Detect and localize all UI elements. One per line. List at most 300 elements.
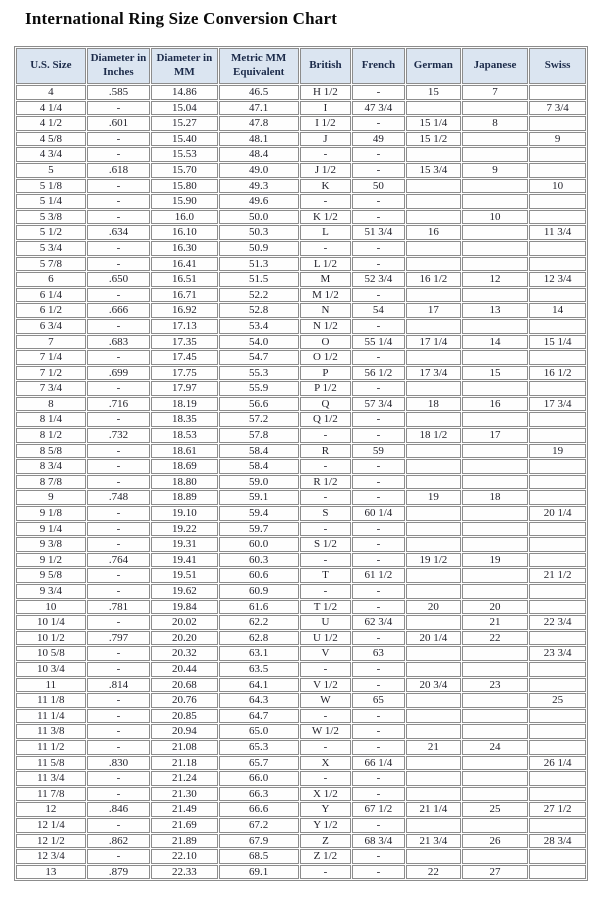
cell-swiss bbox=[529, 85, 586, 100]
cell-us-size: 13 bbox=[16, 865, 86, 880]
cell-us-size: 8 5/8 bbox=[16, 444, 86, 459]
cell-french: - bbox=[352, 288, 405, 303]
cell-diameter-inches: - bbox=[87, 693, 151, 708]
cell-french: - bbox=[352, 490, 405, 505]
table-row bbox=[16, 771, 586, 786]
cell-german bbox=[406, 101, 461, 116]
cell-us-size: 10 bbox=[16, 600, 86, 615]
cell-japanese: 18 bbox=[462, 490, 528, 505]
cell-british: - bbox=[300, 241, 351, 256]
cell-japanese bbox=[462, 756, 528, 771]
cell-us-size: 9 3/8 bbox=[16, 537, 86, 552]
cell-diameter-inches: - bbox=[87, 646, 151, 661]
cell-metric-mm-equivalent: 50.9 bbox=[219, 241, 299, 256]
cell-diameter-mm: 20.85 bbox=[151, 709, 217, 724]
cell-diameter-mm: 16.51 bbox=[151, 272, 217, 287]
cell-diameter-mm: 16.41 bbox=[151, 257, 217, 272]
cell-metric-mm-equivalent: 46.5 bbox=[219, 85, 299, 100]
cell-diameter-mm: 20.76 bbox=[151, 693, 217, 708]
cell-german bbox=[406, 412, 461, 427]
cell-swiss: 22 3/4 bbox=[529, 615, 586, 630]
cell-british: W 1/2 bbox=[300, 724, 351, 739]
cell-swiss bbox=[529, 490, 586, 505]
cell-swiss bbox=[529, 584, 586, 599]
cell-japanese: 8 bbox=[462, 116, 528, 131]
cell-british: J 1/2 bbox=[300, 163, 351, 178]
cell-french: - bbox=[352, 787, 405, 802]
cell-german bbox=[406, 444, 461, 459]
cell-swiss: 27 1/2 bbox=[529, 802, 586, 817]
cell-swiss bbox=[529, 475, 586, 490]
cell-british: J bbox=[300, 132, 351, 147]
table-row bbox=[16, 459, 586, 474]
cell-german: 16 bbox=[406, 225, 461, 240]
cell-metric-mm-equivalent: 65.0 bbox=[219, 724, 299, 739]
table-row bbox=[16, 335, 586, 350]
cell-diameter-mm: 20.68 bbox=[151, 678, 217, 693]
cell-metric-mm-equivalent: 49.6 bbox=[219, 194, 299, 209]
cell-british: W bbox=[300, 693, 351, 708]
cell-us-size: 12 1/4 bbox=[16, 818, 86, 833]
cell-french: - bbox=[352, 600, 405, 615]
cell-british: - bbox=[300, 584, 351, 599]
cell-german bbox=[406, 646, 461, 661]
column-header-british: British bbox=[300, 48, 351, 84]
table-row bbox=[16, 818, 586, 833]
cell-metric-mm-equivalent: 55.3 bbox=[219, 366, 299, 381]
cell-japanese bbox=[462, 257, 528, 272]
cell-german: 16 1/2 bbox=[406, 272, 461, 287]
table-row bbox=[16, 366, 586, 381]
cell-metric-mm-equivalent: 62.8 bbox=[219, 631, 299, 646]
cell-british: T 1/2 bbox=[300, 600, 351, 615]
cell-diameter-mm: 19.10 bbox=[151, 506, 217, 521]
cell-french: - bbox=[352, 350, 405, 365]
table-row bbox=[16, 662, 586, 677]
cell-metric-mm-equivalent: 68.5 bbox=[219, 849, 299, 864]
cell-swiss: 12 3/4 bbox=[529, 272, 586, 287]
cell-metric-mm-equivalent: 59.1 bbox=[219, 490, 299, 505]
cell-diameter-mm: 20.32 bbox=[151, 646, 217, 661]
cell-german bbox=[406, 288, 461, 303]
column-header-metric-mm-equivalent: Metric MM Equivalent bbox=[219, 48, 299, 84]
table-row bbox=[16, 756, 586, 771]
table-row bbox=[16, 210, 586, 225]
cell-diameter-inches: .618 bbox=[87, 163, 151, 178]
cell-german: 18 bbox=[406, 397, 461, 412]
cell-french: - bbox=[352, 381, 405, 396]
cell-metric-mm-equivalent: 52.2 bbox=[219, 288, 299, 303]
cell-us-size: 6 1/2 bbox=[16, 303, 86, 318]
table-row bbox=[16, 834, 586, 849]
table-row bbox=[16, 865, 586, 880]
cell-us-size: 9 5/8 bbox=[16, 568, 86, 583]
cell-french: 68 3/4 bbox=[352, 834, 405, 849]
cell-japanese bbox=[462, 662, 528, 677]
cell-diameter-mm: 18.19 bbox=[151, 397, 217, 412]
cell-metric-mm-equivalent: 49.3 bbox=[219, 179, 299, 194]
cell-british: N 1/2 bbox=[300, 319, 351, 334]
cell-german bbox=[406, 459, 461, 474]
cell-french: 60 1/4 bbox=[352, 506, 405, 521]
cell-swiss bbox=[529, 849, 586, 864]
page-title: International Ring Size Conversion Chart bbox=[25, 9, 338, 28]
cell-french: 65 bbox=[352, 693, 405, 708]
cell-british: P 1/2 bbox=[300, 381, 351, 396]
column-header-french: French bbox=[352, 48, 405, 84]
cell-swiss bbox=[529, 163, 586, 178]
cell-japanese bbox=[462, 179, 528, 194]
cell-us-size: 4 1/2 bbox=[16, 116, 86, 131]
cell-swiss: 15 1/4 bbox=[529, 335, 586, 350]
cell-french: - bbox=[352, 709, 405, 724]
cell-japanese bbox=[462, 537, 528, 552]
table-row bbox=[16, 584, 586, 599]
cell-diameter-inches: .781 bbox=[87, 600, 151, 615]
cell-french: - bbox=[352, 116, 405, 131]
cell-japanese bbox=[462, 818, 528, 833]
cell-swiss bbox=[529, 818, 586, 833]
cell-metric-mm-equivalent: 47.1 bbox=[219, 101, 299, 116]
column-header-swiss: Swiss bbox=[529, 48, 586, 84]
cell-swiss: 11 3/4 bbox=[529, 225, 586, 240]
cell-british: K bbox=[300, 179, 351, 194]
table-row bbox=[16, 288, 586, 303]
cell-diameter-mm: 15.70 bbox=[151, 163, 217, 178]
cell-metric-mm-equivalent: 49.0 bbox=[219, 163, 299, 178]
table-row bbox=[16, 553, 586, 568]
cell-french: - bbox=[352, 194, 405, 209]
cell-diameter-inches: - bbox=[87, 506, 151, 521]
cell-diameter-inches: - bbox=[87, 615, 151, 630]
cell-british: V 1/2 bbox=[300, 678, 351, 693]
cell-us-size: 10 1/4 bbox=[16, 615, 86, 630]
cell-german: 22 bbox=[406, 865, 461, 880]
cell-us-size: 11 7/8 bbox=[16, 787, 86, 802]
cell-metric-mm-equivalent: 60.0 bbox=[219, 537, 299, 552]
cell-us-size: 11 bbox=[16, 678, 86, 693]
cell-french: - bbox=[352, 818, 405, 833]
cell-us-size: 8 1/4 bbox=[16, 412, 86, 427]
cell-japanese: 23 bbox=[462, 678, 528, 693]
table-row bbox=[16, 631, 586, 646]
cell-metric-mm-equivalent: 66.3 bbox=[219, 787, 299, 802]
cell-diameter-inches: .797 bbox=[87, 631, 151, 646]
cell-japanese: 20 bbox=[462, 600, 528, 615]
cell-french: - bbox=[352, 210, 405, 225]
cell-german bbox=[406, 662, 461, 677]
cell-diameter-mm: 17.45 bbox=[151, 350, 217, 365]
cell-metric-mm-equivalent: 64.7 bbox=[219, 709, 299, 724]
cell-german bbox=[406, 849, 461, 864]
cell-diameter-inches: - bbox=[87, 818, 151, 833]
table-row bbox=[16, 412, 586, 427]
cell-diameter-mm: 14.86 bbox=[151, 85, 217, 100]
cell-british: K 1/2 bbox=[300, 210, 351, 225]
cell-us-size: 9 1/4 bbox=[16, 522, 86, 537]
cell-british: - bbox=[300, 147, 351, 162]
table-row bbox=[16, 163, 586, 178]
cell-metric-mm-equivalent: 63.1 bbox=[219, 646, 299, 661]
cell-swiss bbox=[529, 194, 586, 209]
cell-german: 17 3/4 bbox=[406, 366, 461, 381]
cell-british: U 1/2 bbox=[300, 631, 351, 646]
cell-swiss bbox=[529, 412, 586, 427]
cell-swiss bbox=[529, 381, 586, 396]
cell-diameter-mm: 16.71 bbox=[151, 288, 217, 303]
cell-diameter-mm: 20.94 bbox=[151, 724, 217, 739]
cell-german bbox=[406, 350, 461, 365]
cell-german bbox=[406, 537, 461, 552]
column-header-diameter-mm: Diameter in MM bbox=[151, 48, 217, 84]
cell-us-size: 9 3/4 bbox=[16, 584, 86, 599]
cell-japanese bbox=[462, 319, 528, 334]
cell-diameter-inches: .830 bbox=[87, 756, 151, 771]
cell-us-size: 9 bbox=[16, 490, 86, 505]
cell-us-size: 5 bbox=[16, 163, 86, 178]
cell-german bbox=[406, 241, 461, 256]
cell-diameter-inches: - bbox=[87, 787, 151, 802]
cell-swiss: 19 bbox=[529, 444, 586, 459]
cell-diameter-mm: 15.40 bbox=[151, 132, 217, 147]
cell-british: - bbox=[300, 428, 351, 443]
cell-french: 59 bbox=[352, 444, 405, 459]
cell-german: 15 1/4 bbox=[406, 116, 461, 131]
cell-metric-mm-equivalent: 55.9 bbox=[219, 381, 299, 396]
cell-diameter-inches: - bbox=[87, 319, 151, 334]
table-row bbox=[16, 303, 586, 318]
cell-diameter-mm: 22.10 bbox=[151, 849, 217, 864]
cell-diameter-inches: - bbox=[87, 132, 151, 147]
cell-british: V bbox=[300, 646, 351, 661]
cell-swiss bbox=[529, 459, 586, 474]
cell-swiss: 28 3/4 bbox=[529, 834, 586, 849]
table-row bbox=[16, 537, 586, 552]
cell-us-size: 5 1/4 bbox=[16, 194, 86, 209]
cell-japanese bbox=[462, 288, 528, 303]
table-row bbox=[16, 116, 586, 131]
cell-british: X bbox=[300, 756, 351, 771]
cell-german bbox=[406, 818, 461, 833]
cell-diameter-inches: .601 bbox=[87, 116, 151, 131]
cell-metric-mm-equivalent: 48.1 bbox=[219, 132, 299, 147]
cell-french: - bbox=[352, 522, 405, 537]
cell-british: Y bbox=[300, 802, 351, 817]
cell-japanese: 25 bbox=[462, 802, 528, 817]
table-row bbox=[16, 490, 586, 505]
cell-diameter-inches: - bbox=[87, 662, 151, 677]
cell-japanese bbox=[462, 709, 528, 724]
cell-british: P bbox=[300, 366, 351, 381]
cell-japanese bbox=[462, 849, 528, 864]
cell-diameter-inches: - bbox=[87, 740, 151, 755]
cell-swiss bbox=[529, 210, 586, 225]
cell-diameter-mm: 19.51 bbox=[151, 568, 217, 583]
cell-swiss bbox=[529, 319, 586, 334]
cell-diameter-mm: 15.27 bbox=[151, 116, 217, 131]
cell-french: 57 3/4 bbox=[352, 397, 405, 412]
cell-german: 20 3/4 bbox=[406, 678, 461, 693]
table-row bbox=[16, 522, 586, 537]
cell-japanese: 7 bbox=[462, 85, 528, 100]
cell-japanese bbox=[462, 147, 528, 162]
cell-british: - bbox=[300, 771, 351, 786]
cell-french: - bbox=[352, 257, 405, 272]
cell-swiss bbox=[529, 865, 586, 880]
cell-metric-mm-equivalent: 60.9 bbox=[219, 584, 299, 599]
cell-british: I bbox=[300, 101, 351, 116]
cell-japanese: 15 bbox=[462, 366, 528, 381]
table-row bbox=[16, 787, 586, 802]
cell-japanese: 27 bbox=[462, 865, 528, 880]
cell-swiss: 7 3/4 bbox=[529, 101, 586, 116]
cell-diameter-inches: .814 bbox=[87, 678, 151, 693]
cell-german bbox=[406, 475, 461, 490]
cell-french: - bbox=[352, 771, 405, 786]
cell-swiss bbox=[529, 522, 586, 537]
cell-diameter-inches: - bbox=[87, 194, 151, 209]
cell-metric-mm-equivalent: 65.7 bbox=[219, 756, 299, 771]
cell-british: - bbox=[300, 522, 351, 537]
cell-japanese bbox=[462, 444, 528, 459]
cell-japanese: 16 bbox=[462, 397, 528, 412]
cell-german bbox=[406, 506, 461, 521]
cell-us-size: 5 3/4 bbox=[16, 241, 86, 256]
cell-diameter-inches: - bbox=[87, 241, 151, 256]
cell-french: 52 3/4 bbox=[352, 272, 405, 287]
cell-british: I 1/2 bbox=[300, 116, 351, 131]
cell-german: 19 bbox=[406, 490, 461, 505]
ring-size-conversion-table bbox=[14, 46, 588, 881]
cell-japanese bbox=[462, 724, 528, 739]
table-header-row bbox=[16, 48, 586, 84]
cell-diameter-mm: 16.30 bbox=[151, 241, 217, 256]
cell-us-size: 4 5/8 bbox=[16, 132, 86, 147]
cell-german bbox=[406, 319, 461, 334]
cell-french: - bbox=[352, 865, 405, 880]
cell-british: - bbox=[300, 709, 351, 724]
cell-diameter-mm: 17.13 bbox=[151, 319, 217, 334]
cell-japanese bbox=[462, 646, 528, 661]
cell-diameter-mm: 21.30 bbox=[151, 787, 217, 802]
cell-british: - bbox=[300, 662, 351, 677]
table-row bbox=[16, 225, 586, 240]
cell-diameter-mm: 16.10 bbox=[151, 225, 217, 240]
cell-german bbox=[406, 568, 461, 583]
cell-japanese: 21 bbox=[462, 615, 528, 630]
table-row bbox=[16, 179, 586, 194]
cell-british: Q bbox=[300, 397, 351, 412]
table-row bbox=[16, 241, 586, 256]
cell-metric-mm-equivalent: 60.3 bbox=[219, 553, 299, 568]
cell-diameter-mm: 15.90 bbox=[151, 194, 217, 209]
cell-japanese: 12 bbox=[462, 272, 528, 287]
table-row bbox=[16, 319, 586, 334]
cell-swiss: 17 3/4 bbox=[529, 397, 586, 412]
cell-british: X 1/2 bbox=[300, 787, 351, 802]
cell-metric-mm-equivalent: 69.1 bbox=[219, 865, 299, 880]
cell-japanese bbox=[462, 225, 528, 240]
cell-metric-mm-equivalent: 66.0 bbox=[219, 771, 299, 786]
cell-british: S 1/2 bbox=[300, 537, 351, 552]
cell-french: - bbox=[352, 475, 405, 490]
cell-diameter-inches: - bbox=[87, 849, 151, 864]
cell-diameter-mm: 18.53 bbox=[151, 428, 217, 443]
cell-french: - bbox=[352, 319, 405, 334]
table-row bbox=[16, 646, 586, 661]
cell-us-size: 8 7/8 bbox=[16, 475, 86, 490]
cell-diameter-inches: - bbox=[87, 257, 151, 272]
cell-us-size: 8 1/2 bbox=[16, 428, 86, 443]
cell-swiss: 10 bbox=[529, 179, 586, 194]
cell-japanese bbox=[462, 771, 528, 786]
cell-metric-mm-equivalent: 58.4 bbox=[219, 459, 299, 474]
cell-japanese bbox=[462, 350, 528, 365]
cell-metric-mm-equivalent: 59.0 bbox=[219, 475, 299, 490]
cell-diameter-mm: 17.97 bbox=[151, 381, 217, 396]
cell-japanese: 14 bbox=[462, 335, 528, 350]
cell-german: 18 1/2 bbox=[406, 428, 461, 443]
cell-us-size: 7 1/2 bbox=[16, 366, 86, 381]
table-row bbox=[16, 257, 586, 272]
cell-french: - bbox=[352, 85, 405, 100]
cell-us-size: 6 bbox=[16, 272, 86, 287]
cell-french: - bbox=[352, 678, 405, 693]
table-row bbox=[16, 48, 586, 84]
cell-metric-mm-equivalent: 48.4 bbox=[219, 147, 299, 162]
cell-japanese bbox=[462, 787, 528, 802]
table-row bbox=[16, 132, 586, 147]
cell-british: - bbox=[300, 459, 351, 474]
cell-us-size: 9 1/8 bbox=[16, 506, 86, 521]
cell-german bbox=[406, 147, 461, 162]
cell-us-size: 4 3/4 bbox=[16, 147, 86, 162]
cell-diameter-mm: 20.44 bbox=[151, 662, 217, 677]
table-row bbox=[16, 849, 586, 864]
cell-us-size: 7 bbox=[16, 335, 86, 350]
cell-british: N bbox=[300, 303, 351, 318]
cell-french: 54 bbox=[352, 303, 405, 318]
cell-japanese: 9 bbox=[462, 163, 528, 178]
cell-japanese: 17 bbox=[462, 428, 528, 443]
table-row bbox=[16, 568, 586, 583]
cell-us-size: 7 1/4 bbox=[16, 350, 86, 365]
cell-diameter-inches: - bbox=[87, 522, 151, 537]
column-header-german: German bbox=[406, 48, 461, 84]
cell-diameter-mm: 17.75 bbox=[151, 366, 217, 381]
cell-british: O bbox=[300, 335, 351, 350]
cell-german bbox=[406, 381, 461, 396]
cell-diameter-inches: - bbox=[87, 288, 151, 303]
cell-diameter-inches: - bbox=[87, 210, 151, 225]
cell-us-size: 12 3/4 bbox=[16, 849, 86, 864]
cell-japanese bbox=[462, 568, 528, 583]
cell-german: 15 1/2 bbox=[406, 132, 461, 147]
cell-swiss: 9 bbox=[529, 132, 586, 147]
cell-swiss: 25 bbox=[529, 693, 586, 708]
cell-diameter-mm: 21.18 bbox=[151, 756, 217, 771]
cell-metric-mm-equivalent: 51.5 bbox=[219, 272, 299, 287]
cell-us-size: 11 1/4 bbox=[16, 709, 86, 724]
cell-british: R bbox=[300, 444, 351, 459]
cell-british: M 1/2 bbox=[300, 288, 351, 303]
cell-british: U bbox=[300, 615, 351, 630]
cell-japanese bbox=[462, 412, 528, 427]
cell-metric-mm-equivalent: 67.2 bbox=[219, 818, 299, 833]
table-row bbox=[16, 147, 586, 162]
cell-diameter-inches: .764 bbox=[87, 553, 151, 568]
cell-us-size: 4 1/4 bbox=[16, 101, 86, 116]
